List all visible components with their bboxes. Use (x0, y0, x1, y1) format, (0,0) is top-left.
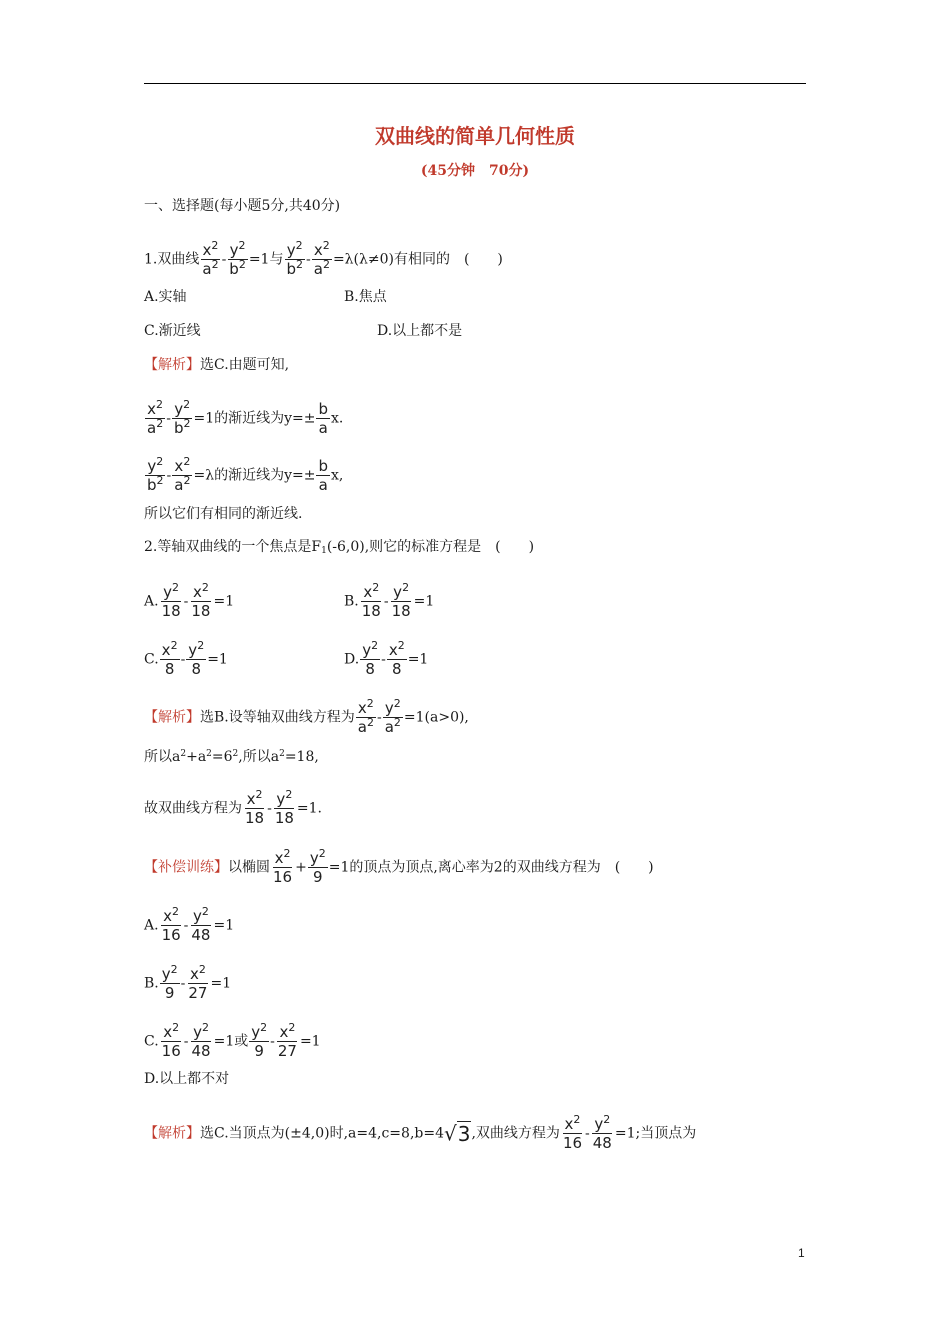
page-title: 双曲线的简单几何性质 (375, 124, 575, 148)
comp-option-d: D.以上都不对 (144, 1071, 230, 1087)
q1-conclusion: 所以它们有相同的渐近线. (144, 506, 303, 522)
section-heading: 一、选择题(每小题5分,共40分) (144, 198, 341, 214)
q2-answer-line3: 故双曲线方程为 $\frac{x^2}{18}$ - $\frac{y^2}{18}$ =1. (144, 788, 323, 827)
q1-option-a: A.实轴 (144, 289, 187, 305)
q2-option-c: C. $\frac{x^2}{8}$ - $\frac{y^2}{8}$ =1 (144, 639, 228, 678)
q1-option-c: C.渐近线 (144, 323, 201, 339)
q2-option-a: A. $\frac{y^2}{18}$ - $\frac{x^2}{18}$ =1 (144, 581, 235, 620)
q1-stem: 1.双曲线 $\frac{x^2}{a^2}$ - $\frac{y^2}{b^2}$ =1与 $\frac{y^2}{b^2}$ - $\frac{x^2}{a^2}$ =λ(λ≠0)有相同的 ( ) (144, 239, 503, 278)
q1-answer-line2: $\frac{y^2}{b^2}$ - $\frac{x^2}{a^2}$ =λ的渐近线为y=± $\frac{b}{a}$ x, (147, 455, 344, 494)
comp-option-b: B. $\frac{y^2}{9}$ - $\frac{x^2}{27}$ =1 (144, 963, 232, 1002)
sqrt-symbol: √3 (444, 1121, 471, 1146)
page-subtitle: (45分钟 70分) (420, 163, 530, 179)
header-rule (144, 83, 806, 84)
q2-option-d: D. $\frac{y^2}{8}$ - $\frac{x^2}{8}$ =1 (344, 639, 429, 678)
q2-option-b: B. $\frac{x^2}{18}$ - $\frac{y^2}{18}$ =1 (344, 581, 435, 620)
q1-answer-line1: $\frac{x^2}{a^2}$ - $\frac{y^2}{b^2}$ =1的渐近线为y=± $\frac{b}{a}$ x. (147, 398, 344, 437)
q2-answer: 【解析】选B.设等轴双曲线方程为 $\frac{x^2}{a^2}$ - $\frac{y^2}{a^2}$ =1(a>0), (144, 697, 469, 736)
q2-stem: 2.等轴双曲线的一个焦点是$F_1(-6,0)$,则它的标准方程是 ( ) (144, 539, 535, 556)
page-number: 1 (798, 1246, 805, 1260)
q1-option-b: B.焦点 (344, 289, 387, 305)
q1-option-d: D.以上都不是 (377, 323, 463, 339)
comp-stem: 【补偿训练】以椭圆 $\frac{x^2}{16}$ + $\frac{y^2}{9}$ =1的顶点为顶点,离心率为2的双曲线方程为 ( ) (144, 847, 654, 886)
comp-option-a: A. $\frac{x^2}{16}$ - $\frac{y^2}{48}$ =1 (144, 905, 235, 944)
comp-answer: 【解析】选C.当顶点为(±4,0)时,a=4,c=8,b=4√3,双曲线方程为 $\frac{x^2}{16}$ - $\frac{y^2}{48}$ =1;当顶点为 (144, 1113, 697, 1152)
q2-answer-line2: 所以$a^2+a^2=6^2$,所以$a^2=18$, (144, 749, 319, 765)
comp-option-c: C. $\frac{x^2}{16}$ - $\frac{y^2}{48}$ =1或 $\frac{y^2}{9}$ - $\frac{x^2}{27}$ =1 (144, 1021, 321, 1060)
q1-answer: 【解析】选C.由题可知, (144, 357, 290, 373)
